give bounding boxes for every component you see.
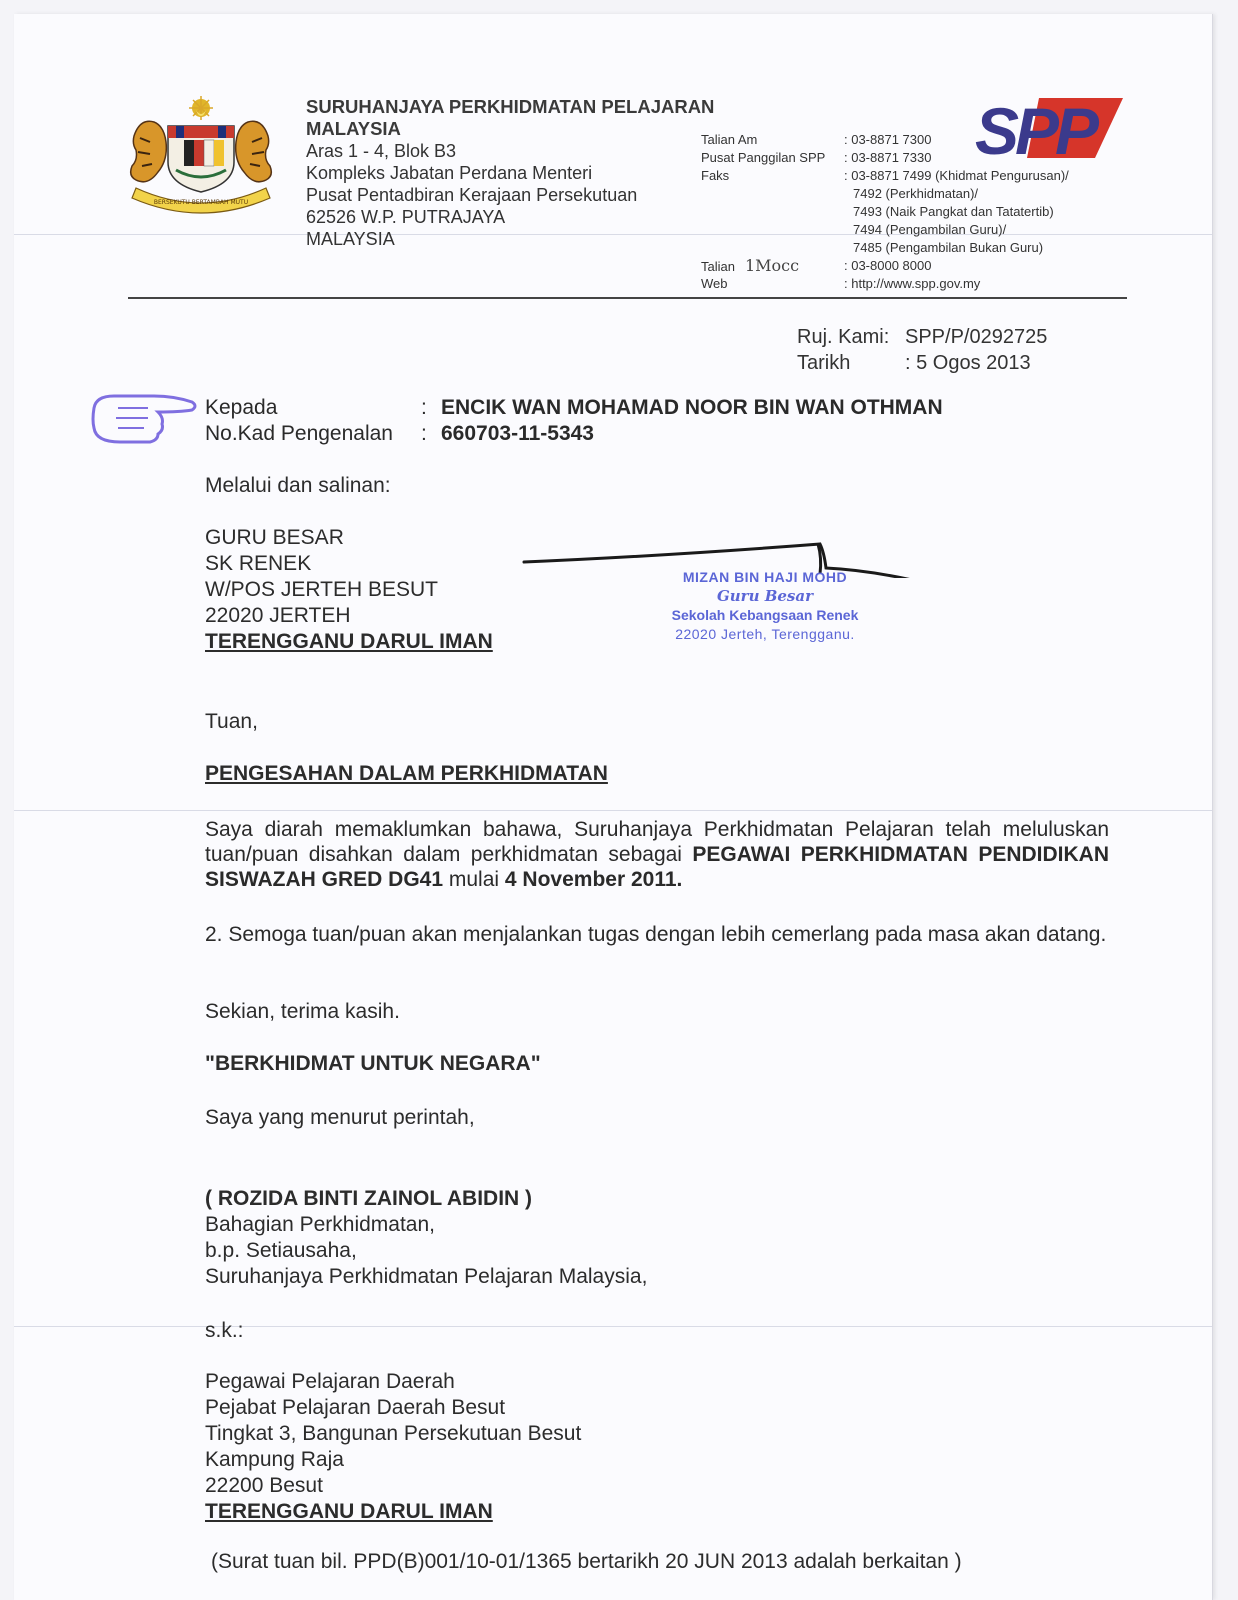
faks-value: 7493 (Naik Pangkat dan Tatatertib) (853, 204, 1054, 219)
spp-logo (975, 96, 1125, 162)
reference-note: (Surat tuan bil. PPD(B)001/10-01/1365 bertarikh 20 JUN 2013 adalah berkaitan ) (211, 1550, 962, 1573)
via-line: GURU BESAR (205, 526, 344, 549)
web-value: : http://www.spp.gov.my (844, 276, 981, 291)
signatory-name: ( ROZIDA BINTI ZAINOL ABIDIN ) (205, 1187, 533, 1210)
address-line: Aras 1 - 4, Blok B3 (306, 141, 457, 161)
ruj-value: SPP/P/0292725 (905, 326, 1048, 348)
organisation-block (306, 96, 714, 250)
cc-state: TERENGGANU DARUL IMAN (205, 1500, 493, 1523)
signatory-line: Bahagian Perkhidmatan, (205, 1213, 435, 1236)
tarikh-label: Tarikh (797, 352, 851, 374)
cc-line: Pegawai Pelajaran Daerah (205, 1370, 455, 1393)
faks-value: 7485 (Pengambilan Bukan Guru) (853, 240, 1044, 255)
cc-label: s.k.: (205, 1319, 244, 1342)
fold-line (14, 810, 1212, 811)
faks-value: 7494 (Pengambilan Guru)/ (853, 222, 1007, 237)
mocc-logo: 1Mocc (744, 256, 800, 275)
closing: Sekian, terima kasih. (205, 1000, 400, 1023)
order-line: Saya yang menurut perintah, (205, 1106, 475, 1129)
signatory-line: Suruhanjaya Perkhidmatan Pelajaran Malaysia, (205, 1265, 648, 1288)
contact-labels (701, 131, 825, 293)
fold-line (14, 1326, 1212, 1327)
signatory-line: b.p. Setiausaha, (205, 1239, 357, 1262)
cc-line: Kampung Raja (205, 1448, 344, 1471)
cc-line: Tingkat 3, Bangunan Persekutuan Besut (205, 1422, 582, 1445)
address-line: 62526 W.P. PUTRAJAYA (306, 207, 506, 227)
pointing-hand-icon (88, 388, 198, 444)
kepada-label: Kepada (205, 396, 278, 419)
web-label: Web (701, 276, 728, 291)
talian-am-value: : 03-8871 7300 (844, 132, 932, 147)
stamp-address: 22020 Jerteh, Terengganu. (675, 626, 855, 642)
address-line: Kompleks Jabatan Perdana Menteri (306, 163, 593, 183)
salutation: Tuan, (205, 710, 258, 733)
tarikh-value: : 5 Ogos 2013 (905, 352, 1031, 374)
cc-line: Pejabat Pelajaran Daerah Besut (205, 1396, 506, 1419)
cc-address (205, 1369, 581, 1525)
via-line: 22020 JERTEH (205, 604, 351, 627)
stamp-title: Guru Besar (716, 587, 814, 605)
org-name: SURUHANJAYA PERKHIDMATAN PELAJARAN (306, 96, 715, 117)
coat-of-arms-icon (126, 96, 276, 214)
via-line: SK RENEK (205, 552, 312, 575)
pusat-panggilan-value: : 03-8871 7330 (844, 150, 932, 165)
via-state: TERENGGANU DARUL IMAN (205, 630, 493, 653)
letter-subject: PENGESAHAN DALAM PERKHIDMATAN (205, 762, 608, 785)
recipient-name: ENCIK WAN MOHAMAD NOOR BIN WAN OTHMAN (441, 396, 943, 419)
pusat-panggilan-label: Pusat Panggilan SPP (701, 150, 826, 165)
header-divider (128, 297, 1127, 299)
reference-block (797, 324, 1047, 376)
via-address (205, 525, 493, 655)
stamp-name: MIZAN BIN HAJI MOHD (682, 569, 848, 585)
address-line: Pusat Pentadbiran Kerajaan Persekutuan (306, 185, 638, 205)
cc-line: 22200 Besut (205, 1474, 323, 1497)
paragraph-1: Saya diarah memaklumkan bahawa, Suruhanjaya Perkhidmatan Pelajaran telah meluluskan tuan/puan disahkan dalam perkhidmatan sebagai PEGAWAI PERKHIDMATAN PENDIDIKAN SISWAZAH GRED DG41 mulai 4 November 2011. (205, 818, 1110, 891)
school-stamp (655, 568, 875, 644)
faks-label: Faks (701, 168, 730, 183)
ic-label: No.Kad Pengenalan (205, 422, 393, 445)
ruj-label: Ruj. Kami: (797, 326, 890, 348)
talian-1mocc-value: : 03-8000 8000 (844, 258, 932, 273)
talian-1mocc-label: Talian 1Mocc (701, 256, 800, 275)
crest-motto: BERSEKUTU BERTAMBAH MUTU (153, 199, 249, 206)
ic-number: 660703-11-5343 (441, 422, 594, 445)
via-line: W/POS JERTEH BESUT (205, 578, 438, 601)
address-line: MALAYSIA (306, 229, 395, 249)
signatory-block (205, 1186, 647, 1290)
faks-value: : 03-8871 7499 (Khidmat Pengurusan)/ (844, 168, 1069, 183)
via-heading: Melalui dan salinan: (205, 474, 391, 497)
spp-logo-text: SPP (975, 96, 1096, 162)
org-name-line2: MALAYSIA (306, 118, 401, 139)
stamp-school: Sekolah Kebangsaan Renek (671, 607, 859, 623)
recipient-block: Kepada : ENCIK WAN MOHAMAD NOOR BIN WAN OTHMAN No.Kad Pengenalan : 660703-11-5343 (205, 396, 943, 445)
talian-am-label: Talian Am (701, 132, 758, 147)
motto: "BERKHIDMAT UNTUK NEGARA" (205, 1052, 541, 1075)
paragraph-2: 2. Semoga tuan/puan akan menjalankan tugas dengan lebih cemerlang pada masa akan datang. (205, 923, 1107, 946)
faks-value: 7492 (Perkhidmatan)/ (853, 186, 979, 201)
